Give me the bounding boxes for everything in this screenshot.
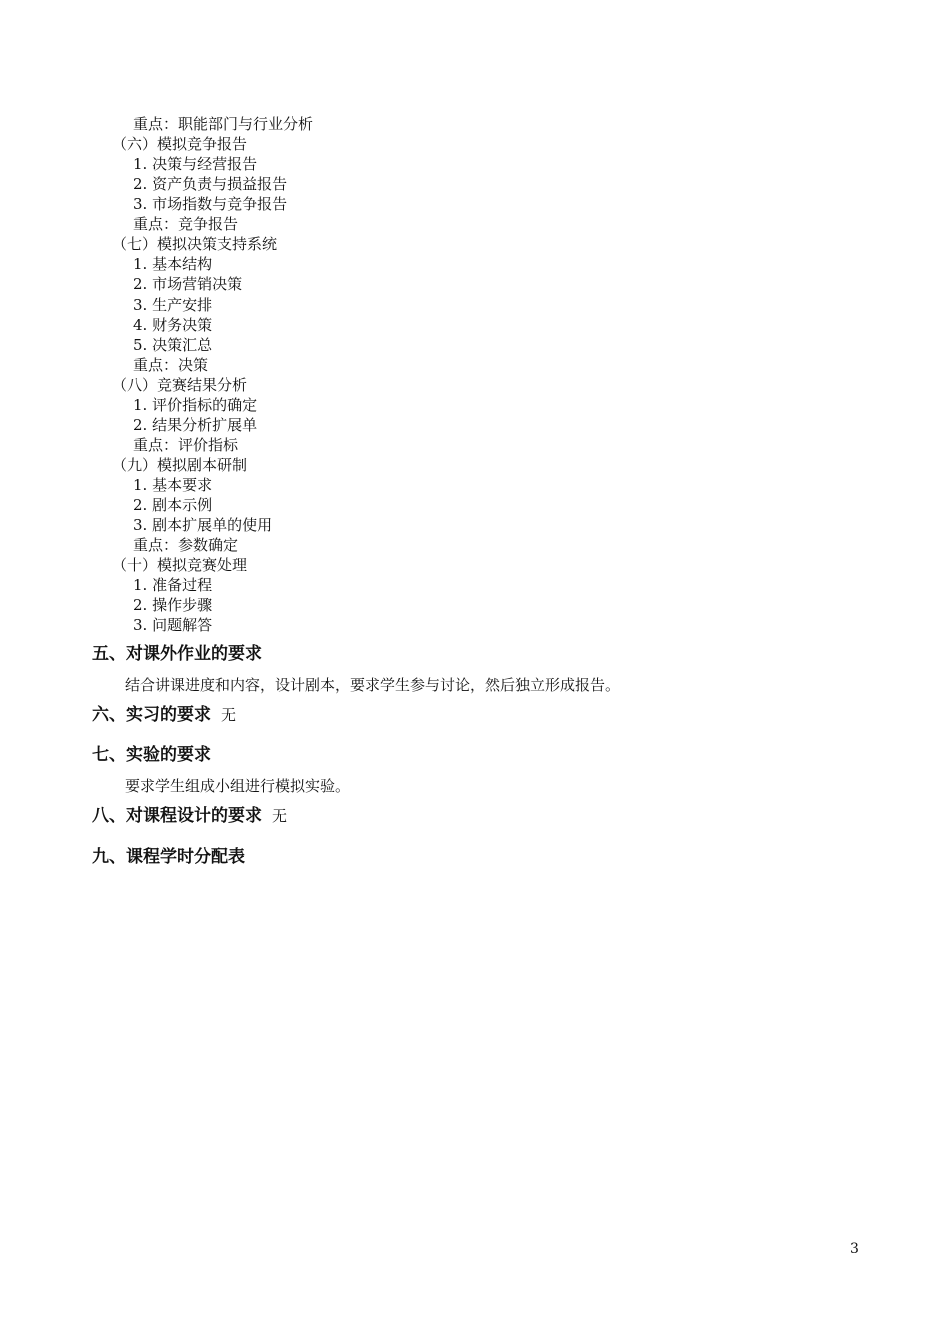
section-heading-homework	[92, 642, 262, 666]
internship-note: 无	[221, 706, 237, 724]
outline-subheading: （八）竞赛结果分析	[112, 375, 248, 394]
section-heading-course-design	[92, 804, 287, 828]
outline-item: 重点：决策	[133, 355, 209, 374]
section-heading-internship	[92, 703, 236, 727]
outline-item: 5. 决策汇总	[133, 335, 213, 354]
outline-item: 1. 决策与经营报告	[133, 155, 258, 174]
section-heading-hours-table	[92, 845, 245, 869]
outline-item: 4. 财务决策	[133, 315, 213, 334]
outline-item: 1. 基本结构	[133, 255, 213, 274]
section-title: 九、课程学时分配表	[92, 847, 245, 867]
page-number: 3	[850, 1241, 859, 1257]
outline-item: 重点：参数确定	[133, 536, 239, 554]
outline-item: 重点：评价指标	[133, 435, 239, 454]
outline-item: 3. 市场指数与竞争报告	[133, 195, 288, 214]
outline-subheading: （六）模拟竞争报告	[112, 135, 248, 154]
course-design-note: 无	[272, 807, 288, 825]
outline-item: 3. 剧本扩展单的使用	[133, 516, 273, 534]
outline-item: 重点：竞争报告	[133, 215, 239, 234]
outline-item: 1. 评价指标的确定	[133, 395, 258, 414]
experiment-requirement-text: 要求学生组成小组进行模拟实验。	[125, 777, 351, 795]
outline-subheading: （十）模拟竞赛处理	[112, 556, 248, 575]
outline-item: 3. 生产安排	[133, 295, 213, 314]
outline-item: 重点：职能部门与行业分析	[133, 115, 314, 133]
outline-item: 2. 操作步骤	[133, 596, 213, 615]
outline-item: 2. 结果分析扩展单	[133, 415, 258, 434]
section-heading-experiment	[92, 743, 211, 767]
outline-item: 3. 问题解答	[133, 616, 213, 635]
outline-item: 2. 市场营销决策	[133, 275, 243, 294]
outline-item: 2. 剧本示例	[133, 495, 213, 514]
section-title: 六、实习的要求	[92, 705, 211, 725]
homework-requirement-text: 结合讲课进度和内容，设计剧本，要求学生参与讨论，然后独立形成报告。	[125, 676, 621, 694]
outline-item: 2. 资产负责与损益报告	[133, 175, 288, 194]
outline-subheading: （九）模拟剧本研制	[112, 455, 248, 474]
outline-item: 1. 准备过程	[133, 576, 213, 595]
section-title: 七、实验的要求	[92, 745, 211, 765]
section-title: 五、对课外作业的要求	[92, 644, 262, 664]
outline-item: 1. 基本要求	[133, 475, 213, 494]
section-title: 八、对课程设计的要求	[92, 806, 262, 826]
outline-subheading: （七）模拟决策支持系统	[112, 235, 278, 254]
